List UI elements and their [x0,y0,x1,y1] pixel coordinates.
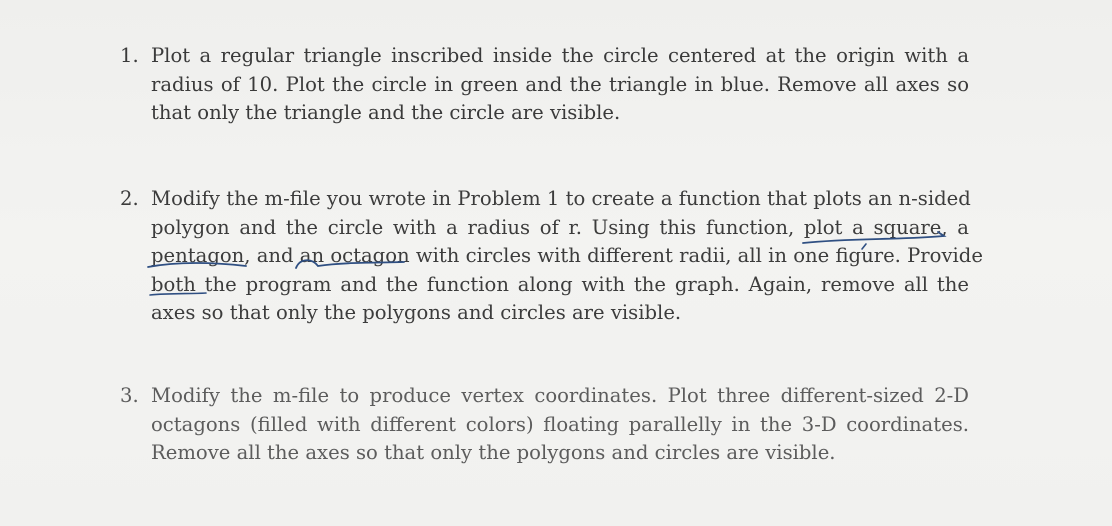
text-line: octagons (filled with different colors) floating parallelly in the 3-D coordinates. [151,412,969,436]
text-line: both the program and the function along with the graph. Again, remove all the [151,272,969,296]
text-line: Plot a regular triangle inscribed inside the circle centered at the origin with a [151,44,969,67]
problem-number: 2. [120,187,139,210]
text-line: Modify the m-file to produce vertex coordinates. Plot three different-sized 2-D [151,384,969,407]
text-line: pentagon, and an octagon with circles with different radii, all in one figure. Provide [151,244,983,267]
text-line: radius of 10. Plot the circle in green and the triangle in blue. Remove all axes so [151,72,969,96]
text-line: that only the triangle and the circle are visible. [151,101,621,124]
text-line: polygon and the circle with a radius of r. Using this function, plot a square, a [151,215,969,239]
problem-number: 1. [120,44,139,67]
text-line: axes so that only the polygons and circles are visible. [151,301,682,324]
text-line: Modify the m-file you wrote in Problem 1 to create a function that plots an n-sided [151,187,971,210]
problem-text [151,382,969,468]
problem-number: 3. [120,384,139,407]
problem-text [151,42,969,128]
text-line: Remove all the axes so that only the polygons and circles are visible. [151,441,836,464]
problem-text [151,185,983,328]
